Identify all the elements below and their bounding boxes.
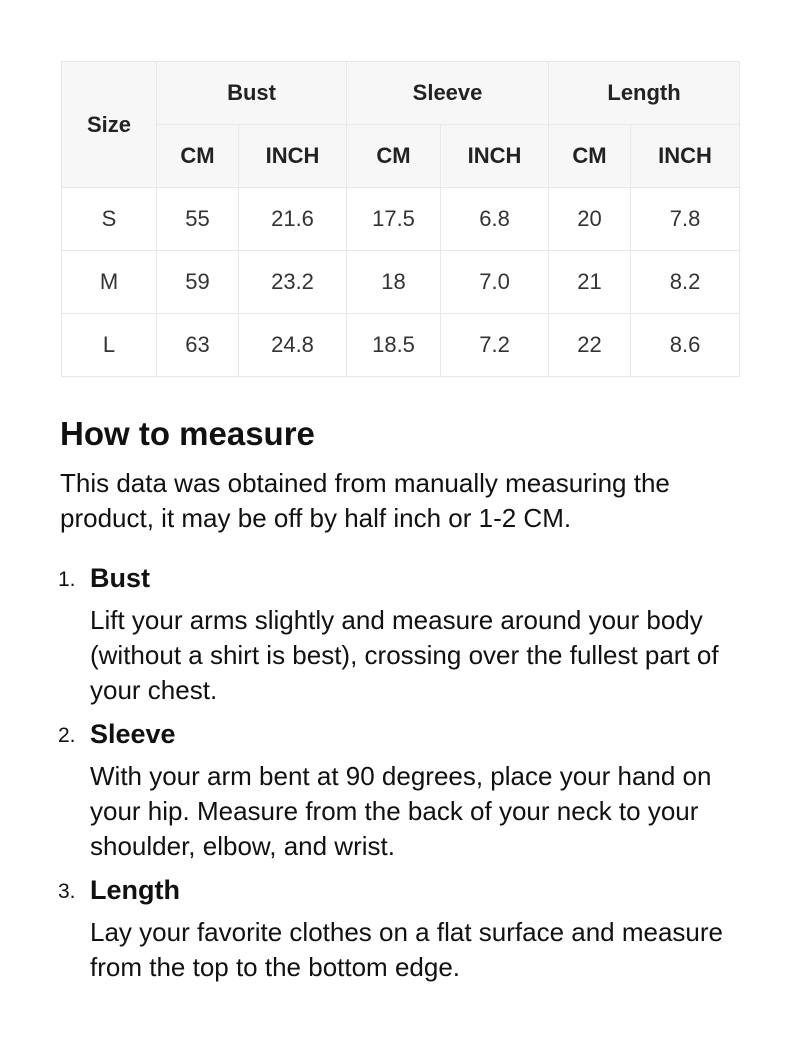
bust-header: Bust bbox=[157, 62, 347, 125]
size-chart-table bbox=[61, 61, 740, 377]
table-cell: 8.6 bbox=[631, 314, 740, 377]
table-cell: 8.2 bbox=[631, 251, 740, 314]
table-row bbox=[62, 314, 740, 377]
table-cell: 21 bbox=[549, 251, 631, 314]
table-cell: 24.8 bbox=[239, 314, 347, 377]
table-cell: 55 bbox=[157, 188, 239, 251]
step-title: Bust bbox=[90, 563, 150, 593]
step-title: Sleeve bbox=[90, 719, 176, 749]
table-cell: 63 bbox=[157, 314, 239, 377]
table-cell: L bbox=[62, 314, 157, 377]
step-number: 1. bbox=[58, 568, 76, 591]
step-number: 2. bbox=[58, 724, 76, 747]
table-cell: 20 bbox=[549, 188, 631, 251]
table-cell: 6.8 bbox=[441, 188, 549, 251]
table-cell: 18 bbox=[347, 251, 441, 314]
list-item bbox=[0, 560, 760, 708]
sleeve-header: Sleeve bbox=[347, 62, 549, 125]
length-header: Length bbox=[549, 62, 740, 125]
list-item bbox=[0, 716, 760, 864]
step-text: With your arm bent at 90 degrees, place your hand on your hip. Measure from the back of your neck to your shoulder, elbow, and wrist. bbox=[90, 761, 712, 861]
bust-inch-header: INCH bbox=[239, 125, 347, 188]
step-number: 3. bbox=[58, 880, 76, 903]
how-to-measure-heading: How to measure bbox=[60, 415, 315, 452]
size-header: Size bbox=[62, 62, 157, 188]
length-cm-header: CM bbox=[549, 125, 631, 188]
table-cell: 59 bbox=[157, 251, 239, 314]
table-header-row bbox=[62, 62, 740, 125]
sleeve-inch-header: INCH bbox=[441, 125, 549, 188]
table-row bbox=[62, 188, 740, 251]
table-cell: M bbox=[62, 251, 157, 314]
table-cell: 22 bbox=[549, 314, 631, 377]
step-text: Lay your favorite clothes on a flat surface and measure from the top to the bottom edge. bbox=[90, 917, 724, 982]
table-cell: 18.5 bbox=[347, 314, 441, 377]
table-cell: 7.8 bbox=[631, 188, 740, 251]
table-cell: 7.0 bbox=[441, 251, 549, 314]
bust-cm-header: CM bbox=[157, 125, 239, 188]
table-cell: 23.2 bbox=[239, 251, 347, 314]
list-item bbox=[0, 872, 760, 985]
table-cell: S bbox=[62, 188, 157, 251]
table-cell: 21.6 bbox=[239, 188, 347, 251]
table-unit-row bbox=[62, 125, 740, 188]
step-title: Length bbox=[90, 875, 180, 905]
step-text: Lift your arms slightly and measure around your body (without a shirt is best), crossing over the fullest part of your chest. bbox=[90, 605, 719, 705]
table-cell: 7.2 bbox=[441, 314, 549, 377]
length-inch-header: INCH bbox=[631, 125, 740, 188]
sleeve-cm-header: CM bbox=[347, 125, 441, 188]
intro-text: This data was obtained from manually measuring the product, it may be off by half inch or 1-2 CM. bbox=[60, 468, 670, 533]
measure-steps-list bbox=[0, 560, 800, 985]
table-row bbox=[62, 251, 740, 314]
table-cell: 17.5 bbox=[347, 188, 441, 251]
